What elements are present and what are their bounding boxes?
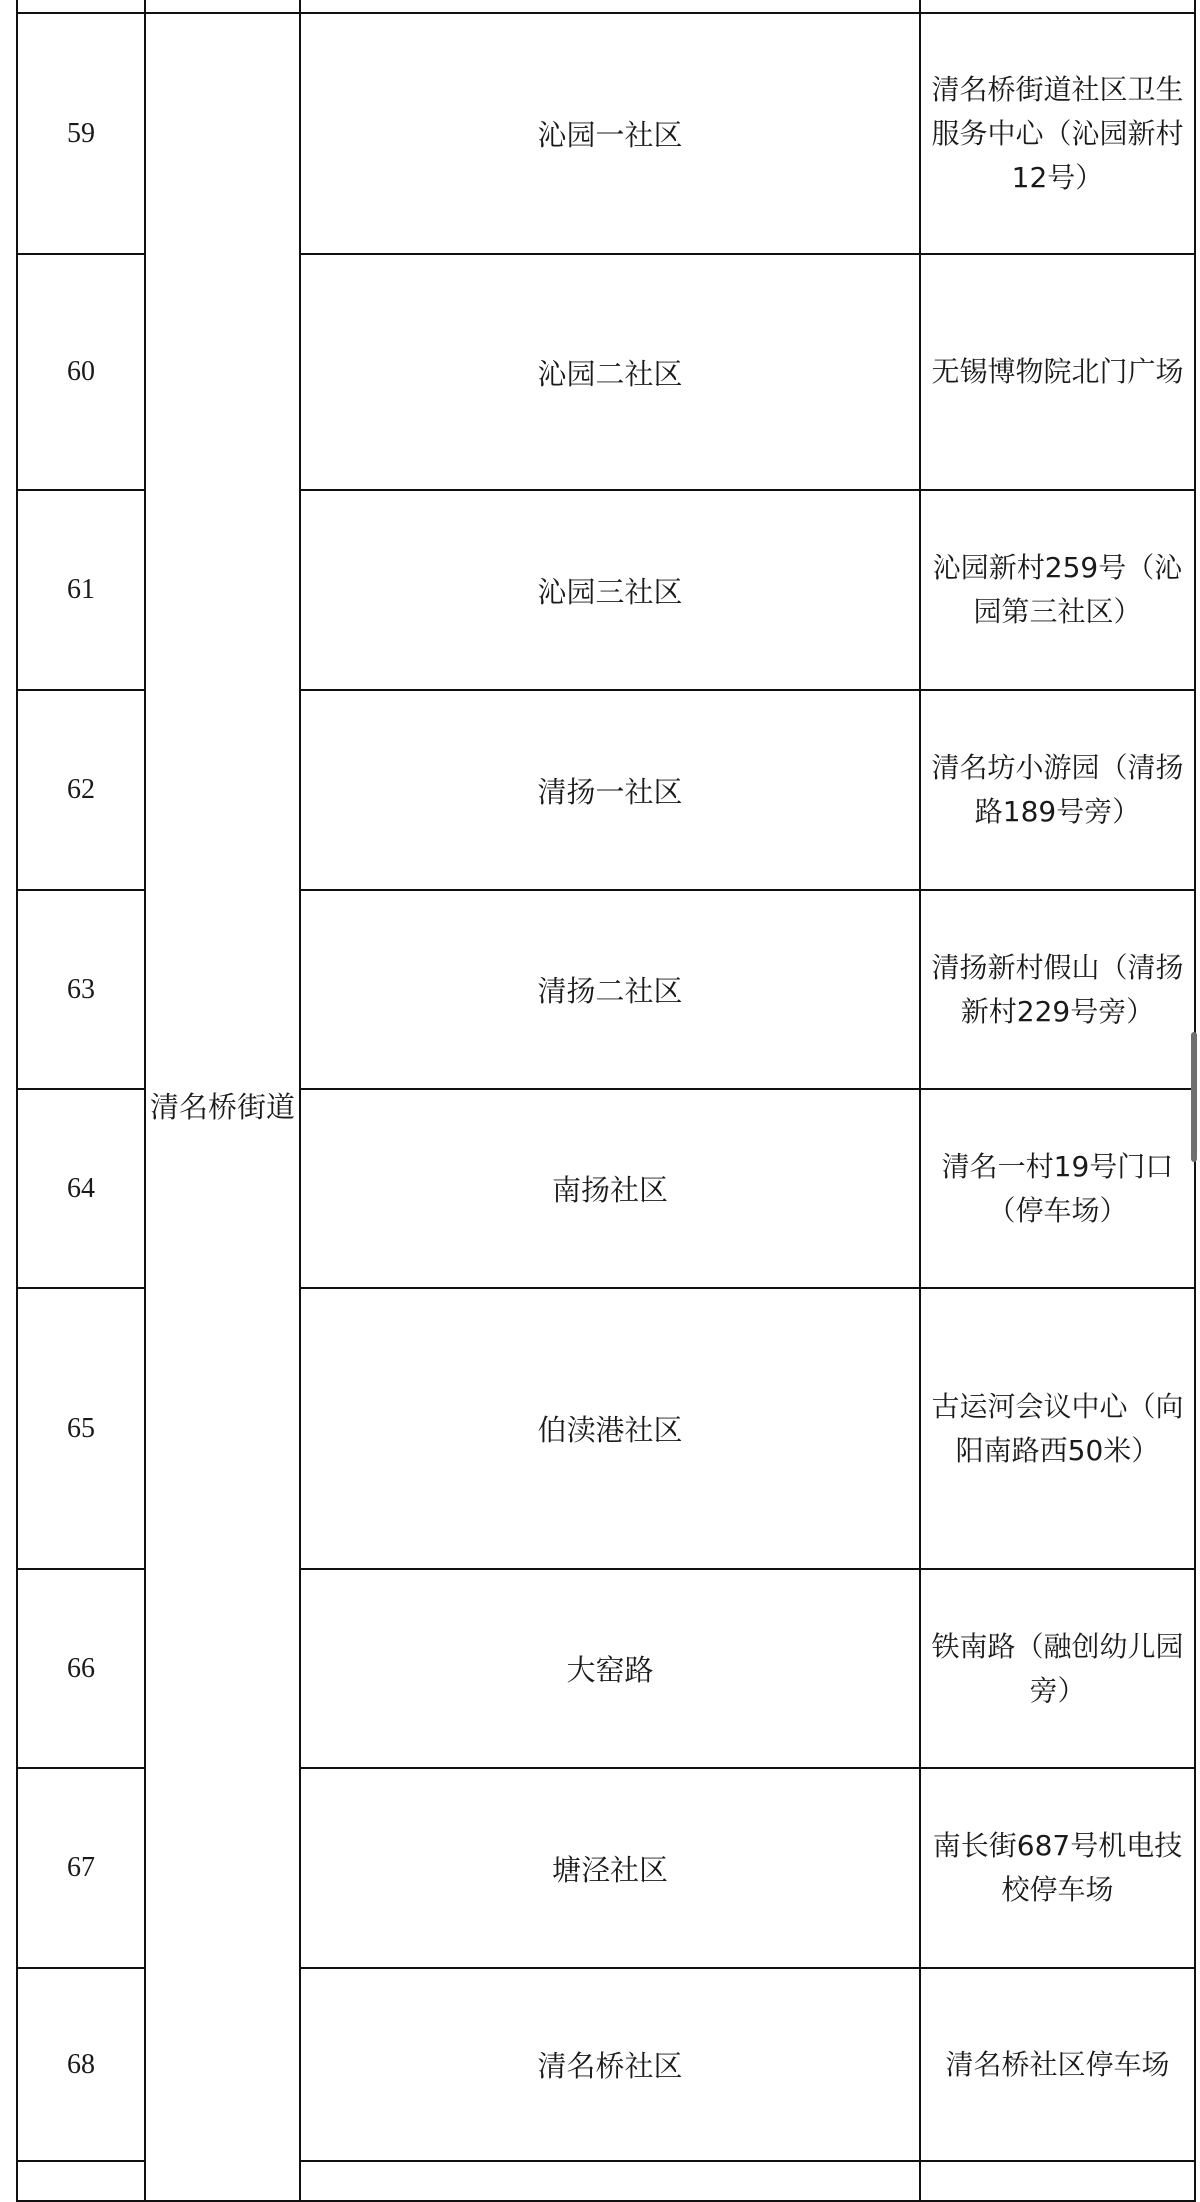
row-number: 64 bbox=[17, 1089, 145, 1288]
community-name: 伯渎港社区 bbox=[300, 1288, 920, 1569]
row-number: 61 bbox=[17, 490, 145, 690]
community-name: 沁园三社区 bbox=[300, 490, 920, 690]
community-name: 清扬一社区 bbox=[300, 690, 920, 890]
row-number: 65 bbox=[17, 1288, 145, 1569]
community-name: 清名桥社区 bbox=[300, 1968, 920, 2161]
community-name: 沁园二社区 bbox=[300, 254, 920, 490]
row-number: 67 bbox=[17, 1768, 145, 1968]
sampling-location: 南长街687号机电技校停车场 bbox=[920, 1768, 1195, 1968]
sampling-location: 铁南路（融创幼儿园旁） bbox=[920, 1569, 1195, 1768]
testing-site-table bbox=[16, 0, 1196, 2202]
vertical-scrollbar-thumb[interactable] bbox=[1191, 1032, 1197, 1162]
sampling-location: 沁园新村259号（沁园第三社区） bbox=[920, 490, 1195, 690]
row-number: 60 bbox=[17, 254, 145, 490]
sampling-location: 清名坊小游园（清扬路189号旁） bbox=[920, 690, 1195, 890]
street-cell: 清名桥街道 bbox=[145, 13, 300, 2201]
community-name: 南扬社区 bbox=[300, 1089, 920, 1288]
row-number: 63 bbox=[17, 890, 145, 1089]
sampling-location: 清名桥社区停车场 bbox=[920, 1968, 1195, 2161]
sampling-location: 无锡博物院北门广场 bbox=[920, 254, 1195, 490]
table-row bbox=[17, 13, 1195, 254]
sampling-location: 古运河会议中心（向阳南路西50米） bbox=[920, 1288, 1195, 1569]
community-name: 清扬二社区 bbox=[300, 890, 920, 1089]
community-name: 塘泾社区 bbox=[300, 1768, 920, 1968]
row-number: 66 bbox=[17, 1569, 145, 1768]
sampling-location: 清扬新村假山（清扬新村229号旁） bbox=[920, 890, 1195, 1089]
community-name: 沁园一社区 bbox=[300, 13, 920, 254]
sampling-location: 清名一村19号门口（停车场） bbox=[920, 1089, 1195, 1288]
community-name: 大窑路 bbox=[300, 1569, 920, 1768]
table-row-partial-top bbox=[17, 0, 1195, 13]
row-number: 59 bbox=[17, 13, 145, 254]
sampling-location: 清名桥街道社区卫生服务中心（沁园新村12号） bbox=[920, 13, 1195, 254]
row-number: 68 bbox=[17, 1968, 145, 2161]
row-number: 62 bbox=[17, 690, 145, 890]
